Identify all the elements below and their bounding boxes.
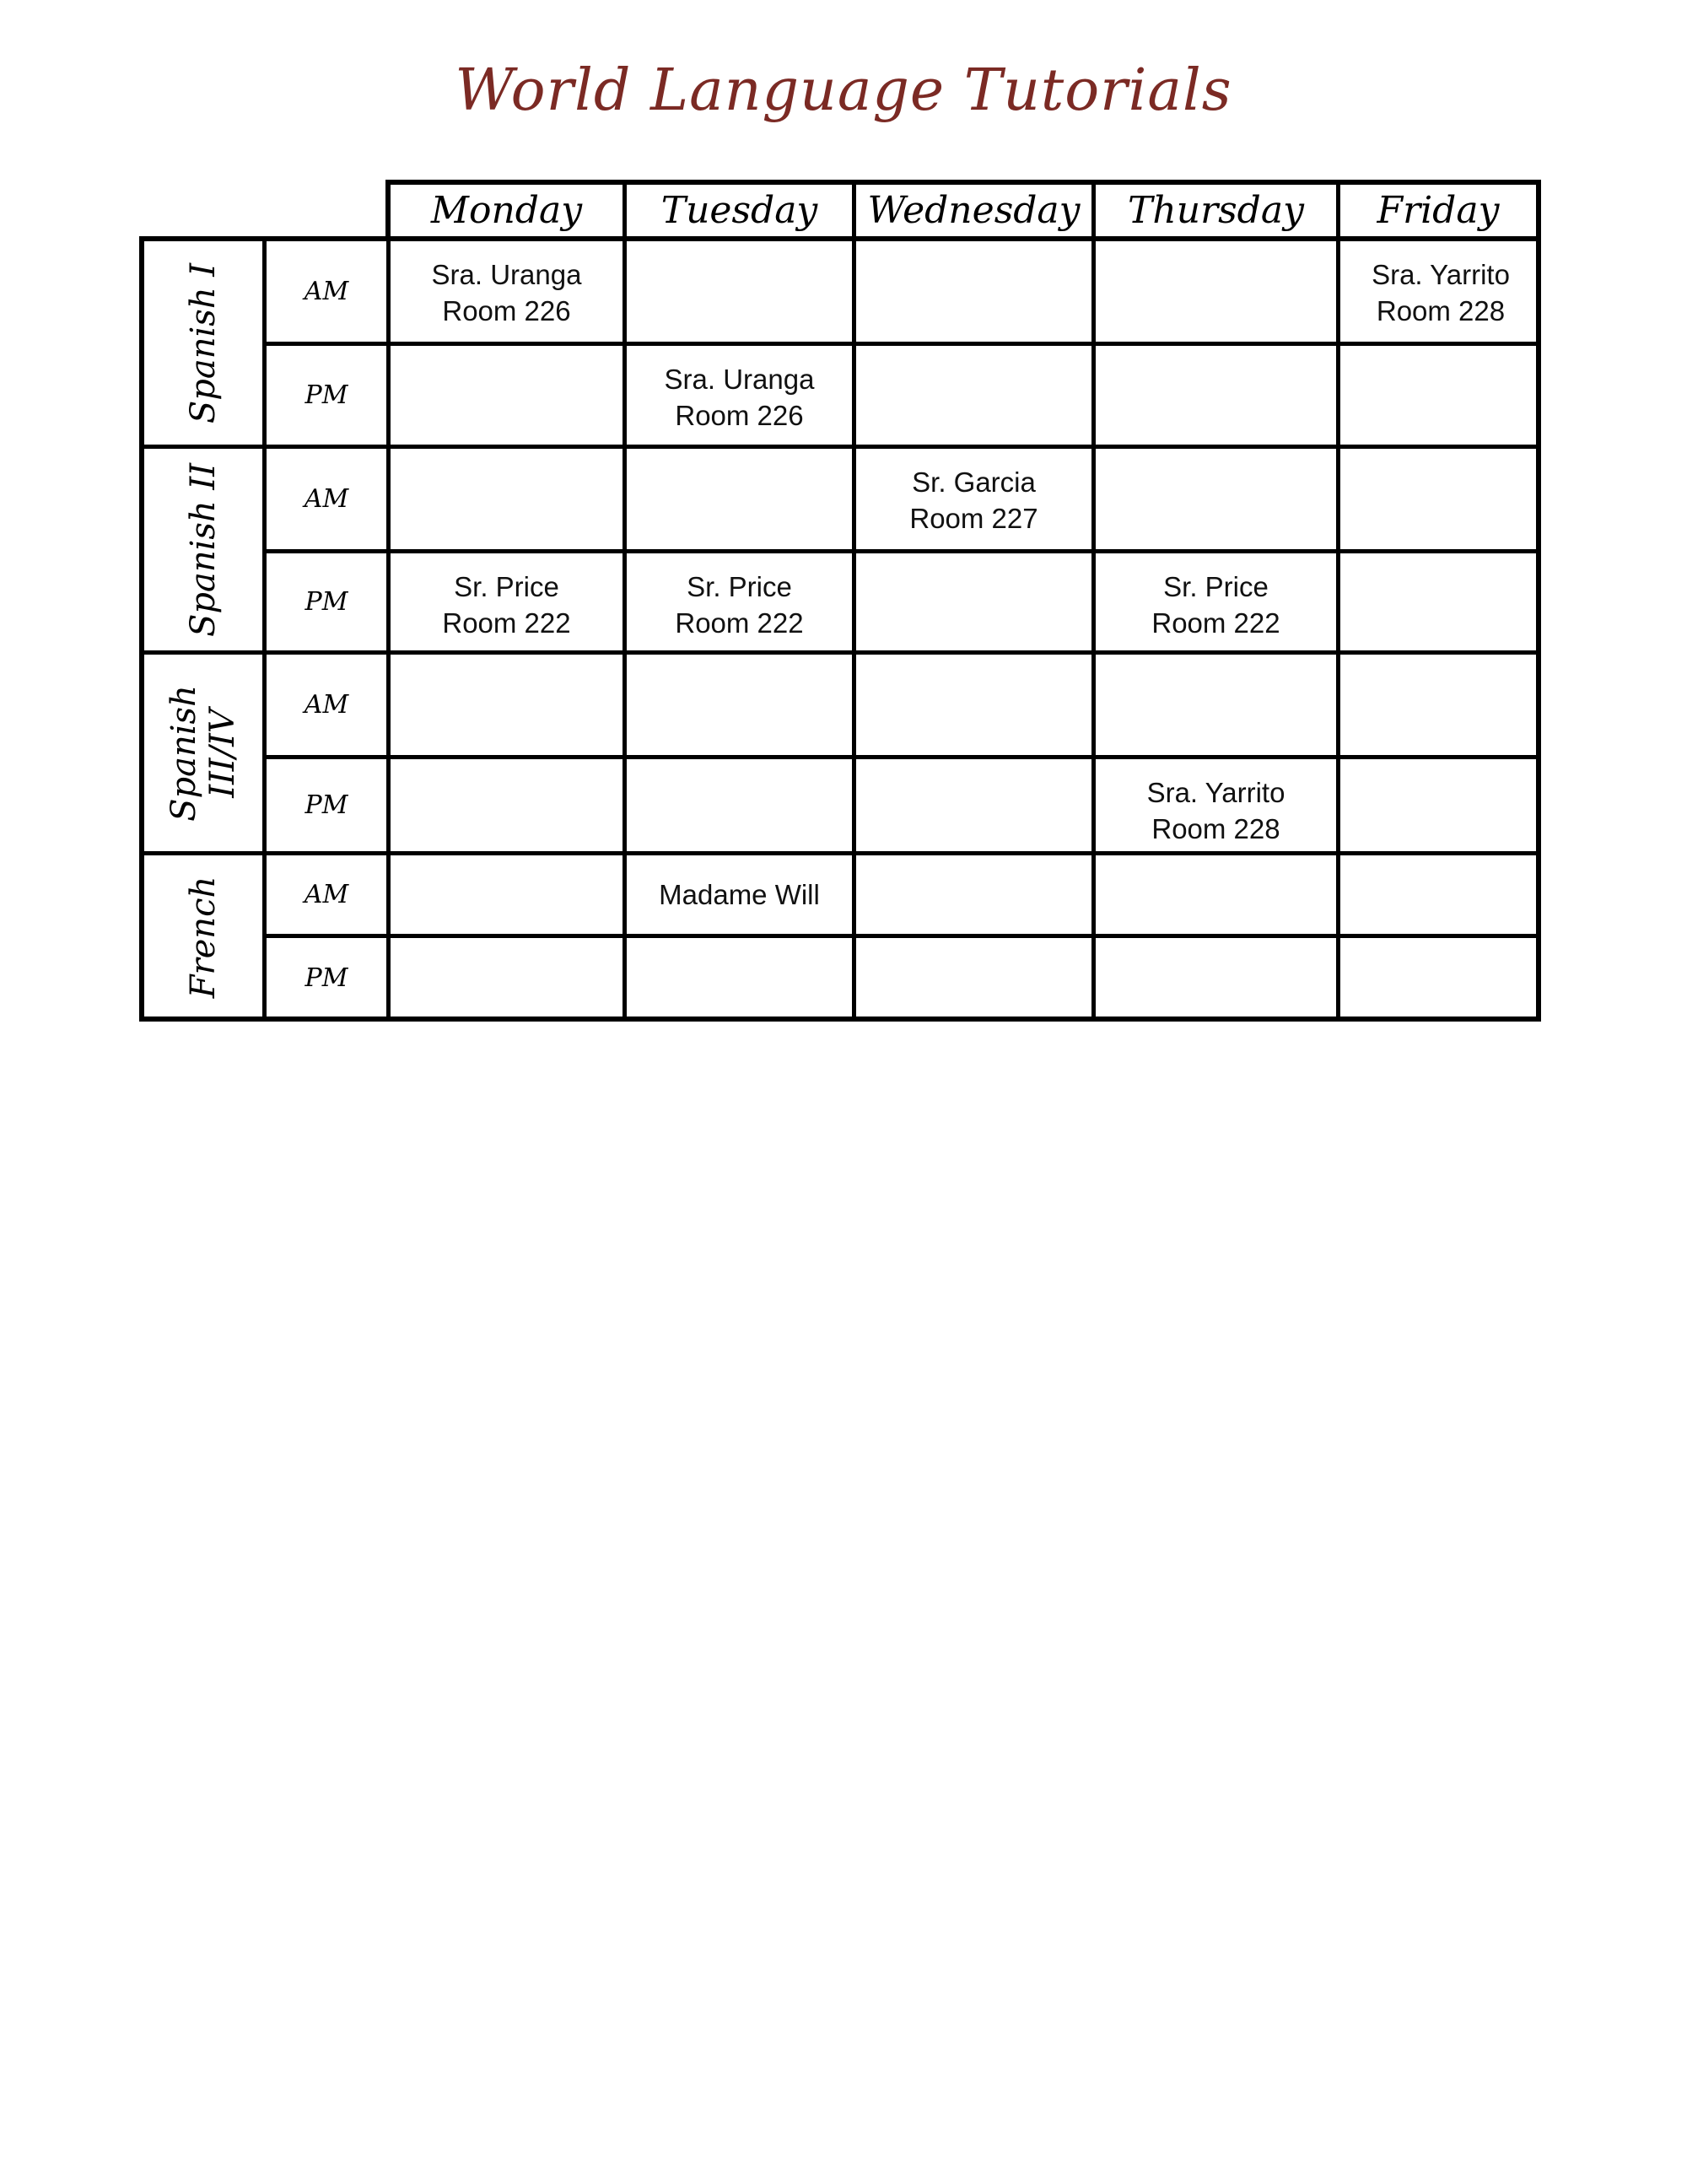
subject-name: French <box>184 876 224 998</box>
day-header-friday: Friday <box>1377 189 1500 232</box>
schedule-cell-friday-am <box>1340 241 1541 346</box>
schedule-cell-thursday-pm <box>1096 553 1340 655</box>
period-label-pm: PM <box>267 938 391 1018</box>
day-header-wednesday: Wednesday <box>856 185 1096 236</box>
schedule-cell-friday-pm <box>1340 346 1541 449</box>
schedule-cell-monday-am <box>391 855 627 938</box>
teacher-name: Sr. Garcia <box>912 466 1036 498</box>
schedule-cell-tuesday-am <box>627 241 856 346</box>
schedule-cell-wednesday-am <box>856 655 1096 759</box>
schedule-cell-thursday-am <box>1096 449 1340 553</box>
teacher-name: Sr. Price <box>687 571 792 602</box>
schedule-cell-wednesday-pm <box>856 938 1096 1018</box>
period-label-am: AM <box>267 241 391 346</box>
teacher-name: Sra. Yarrito <box>1146 777 1285 808</box>
teacher-name: Sra. Yarrito <box>1372 259 1510 290</box>
subject-name: Spanish II <box>184 462 224 637</box>
schedule-cell-thursday-am <box>1096 655 1340 759</box>
subject-label <box>144 241 267 449</box>
subject-name: Spanish I <box>184 262 223 423</box>
room-number: Room 228 <box>1376 295 1506 326</box>
teacher-name: Sr. Price <box>1163 571 1269 602</box>
day-header-monday: Monday <box>391 185 627 236</box>
schedule-cell-wednesday-am <box>856 855 1096 938</box>
schedule-cell-wednesday-pm <box>856 553 1096 655</box>
schedule-cell-tuesday-am <box>627 855 856 938</box>
subject-label <box>144 855 267 1018</box>
schedule-cell-friday-pm <box>1340 759 1541 855</box>
schedule-cell-monday-pm <box>391 553 627 655</box>
schedule-cell-tuesday-pm <box>627 759 856 855</box>
schedule-cell-monday-am <box>391 241 627 346</box>
page-title: World Language Tutorials <box>455 57 1232 124</box>
day-header-row <box>385 180 1541 236</box>
subject-name: Spanish III/IV <box>164 684 243 822</box>
schedule-cell-wednesday-am <box>856 241 1096 346</box>
schedule-cell-tuesday-pm <box>627 346 856 449</box>
room-number: Room 222 <box>675 607 804 639</box>
teacher-name: Sr. Price <box>454 571 559 602</box>
room-number: Room 222 <box>442 607 571 639</box>
room-number: Room 226 <box>442 295 571 326</box>
schedule-cell-tuesday-am <box>627 655 856 759</box>
period-label-am: AM <box>267 655 391 759</box>
period-label-am: AM <box>267 449 391 553</box>
schedule-cell-monday-pm <box>391 759 627 855</box>
period-label-am: AM <box>267 855 391 938</box>
teacher-name: Madame Will <box>659 879 820 910</box>
schedule-cell-tuesday-pm <box>627 938 856 1018</box>
tutorial-schedule-table <box>139 236 1541 1022</box>
day-header-thursday: Thursday <box>1096 185 1340 236</box>
schedule-cell-thursday-am <box>1096 855 1340 938</box>
schedule-cell-wednesday-pm <box>856 346 1096 449</box>
room-number: Room 226 <box>675 400 804 431</box>
schedule-cell-monday-pm <box>391 938 627 1018</box>
period-label-pm: PM <box>267 346 391 449</box>
schedule-cell-thursday-pm <box>1096 938 1340 1018</box>
schedule-cell-tuesday-pm <box>627 553 856 655</box>
schedule-cell-friday-am <box>1340 855 1541 938</box>
schedule-cell-friday-am <box>1340 655 1541 759</box>
teacher-name: Sra. Uranga <box>664 364 815 395</box>
period-label-pm: PM <box>267 759 391 855</box>
schedule-cell-friday-am <box>1340 449 1541 553</box>
subject-label <box>144 655 267 855</box>
subject-label <box>144 449 267 655</box>
day-header-tuesday: Tuesday <box>627 185 856 236</box>
schedule-cell-friday-pm <box>1340 938 1541 1018</box>
schedule-cell-thursday-am <box>1096 241 1340 346</box>
schedule-cell-friday-pm <box>1340 553 1541 655</box>
schedule-cell-monday-pm <box>391 346 627 449</box>
schedule-cell-wednesday-am <box>856 449 1096 553</box>
schedule-cell-thursday-pm <box>1096 759 1340 855</box>
room-number: Room 227 <box>909 503 1038 534</box>
schedule-cell-monday-am <box>391 449 627 553</box>
period-label-pm: PM <box>267 553 391 655</box>
teacher-name: Sra. Uranga <box>431 259 582 290</box>
schedule-cell-thursday-pm <box>1096 346 1340 449</box>
schedule-cell-wednesday-pm <box>856 759 1096 855</box>
schedule-cell-monday-am <box>391 655 627 759</box>
room-number: Room 222 <box>1151 607 1280 639</box>
schedule-cell-tuesday-am <box>627 449 856 553</box>
room-number: Room 228 <box>1151 813 1280 844</box>
